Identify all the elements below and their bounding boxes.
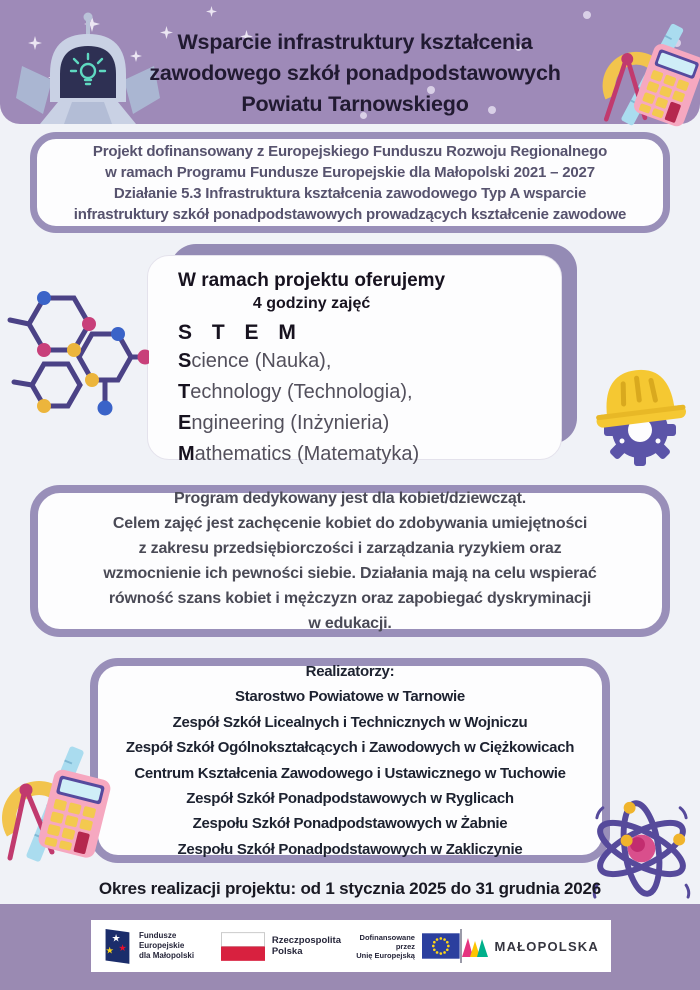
realizer-item: Zespołu Szkół Ponadpodstawowych w Zakliczynie	[177, 840, 523, 858]
stem-item: Engineering (Inżynieria)	[178, 412, 390, 434]
realizers-list	[98, 684, 602, 862]
molecule-icon	[4, 282, 149, 462]
calculator-geometry-icon	[586, 8, 700, 148]
header-banner	[0, 0, 700, 124]
realizer-item: Zespół Szkół Licealnych i Technicznych w Wojniczu	[172, 713, 528, 731]
eu-funds-malopolska-logo	[103, 925, 221, 967]
eu-funding-label: Dofinansowane przez Unię Europejską	[356, 932, 415, 960]
funding-info-line: Działanie 5.3 Infrastruktura kształcenia zawodowego Typ A wsparcie	[113, 184, 587, 202]
program-description-line: Program dedykowany jest dla kobiet/dziewcząt.	[174, 490, 526, 507]
eu-funds-label: Fundusze Europejskie dla Małopolski	[138, 931, 195, 960]
svg-text:★: ★	[105, 945, 114, 957]
offer-subheading: 4 godziny zajęć	[252, 295, 371, 312]
program-description-line: wzmocnienie ich pewności siebie. Działania mają na celu wspierać	[103, 565, 597, 582]
funding-info-line: w ramach Programu Fundusze Europejskie dla Małopolski 2021 – 2027	[105, 163, 595, 181]
realizer-item: Centrum Kształcenia Zawodowego i Ustawicznego w Tuchowie	[134, 764, 566, 782]
stem-item: Mathematics (Matematyka)	[178, 443, 420, 465]
poland-flag-icon	[221, 932, 265, 961]
program-description-line: równość szans kobiet i mężczyzn oraz zapobiegać dyskryminacji	[108, 590, 592, 607]
malopolska-m-icon	[462, 935, 488, 957]
program-description-line: Celem zajęć jest zachęcenie kobiet do zdobywania umiejętności	[112, 515, 588, 532]
offer-heading-group	[178, 269, 445, 315]
poland-logo	[221, 932, 341, 961]
svg-text:★: ★	[111, 933, 121, 945]
malopolska-label: MAŁOPOLSKA	[494, 938, 599, 954]
eu-flag-icon	[422, 933, 460, 959]
program-description-box	[30, 485, 670, 637]
page-title-line: Powiatu Tarnowskiego	[241, 92, 469, 116]
funding-info-line: Projekt dofinansowany z Europejskiego Funduszu Rozwoju Regionalnego	[92, 142, 608, 160]
footer-banner	[0, 904, 700, 990]
calculator-geometry-icon	[0, 738, 114, 878]
offer-box	[147, 255, 562, 465]
star-icon	[206, 6, 217, 17]
hard-hat-gear-icon	[588, 358, 692, 470]
realizer-item: Zespół Szkół Ponadpodstawowych w Ryglicach	[186, 789, 514, 807]
svg-text:★: ★	[118, 943, 127, 955]
eu-funding-logo	[341, 933, 460, 960]
poland-label: Rzeczpospolita Polska	[271, 935, 341, 957]
realizers-box	[90, 658, 610, 863]
stem-acronym: S T E M	[178, 321, 303, 344]
program-description-line: w edukacji.	[308, 615, 392, 632]
realizer-item: Zespołu Szkół Ponadpodstawowych w Żabnie	[192, 815, 508, 833]
offer-heading: W ramach projektu oferujemy	[178, 270, 446, 291]
stem-items	[178, 346, 561, 470]
program-description-line: z zakresu przedsiębiorczości i zarządzania ryzykiem oraz	[138, 540, 562, 557]
funding-info-line: infrastruktury szkół ponadpodstawowych prowadzących kształcenie zawodowe	[73, 205, 627, 223]
funding-info-box	[30, 132, 670, 233]
page-title-line: zawodowego szkół ponadpodstawowych	[149, 61, 561, 85]
realizer-item: Zespół Szkół Ogólnokształcących i Zawodowych w Ciężkowicach	[125, 739, 575, 757]
stem-item: Science (Nauka),	[178, 350, 332, 372]
project-period: Okres realizacji projektu: od 1 stycznia 2025 do 31 grudnia 2026	[98, 879, 602, 898]
stem-item: Technology (Technologia),	[178, 381, 413, 403]
page-title	[120, 27, 590, 120]
realizers-heading: Realizatorzy:	[305, 662, 395, 680]
dot-icon	[583, 11, 591, 19]
eu-funds-flag-icon	[103, 925, 132, 967]
realizer-item: Starostwo Powiatowe w Tarnowie	[235, 688, 465, 706]
malopolska-logo	[462, 935, 599, 957]
page-title-line: Wsparcie infrastruktury kształcenia	[177, 30, 533, 54]
logo-strip	[91, 920, 611, 972]
